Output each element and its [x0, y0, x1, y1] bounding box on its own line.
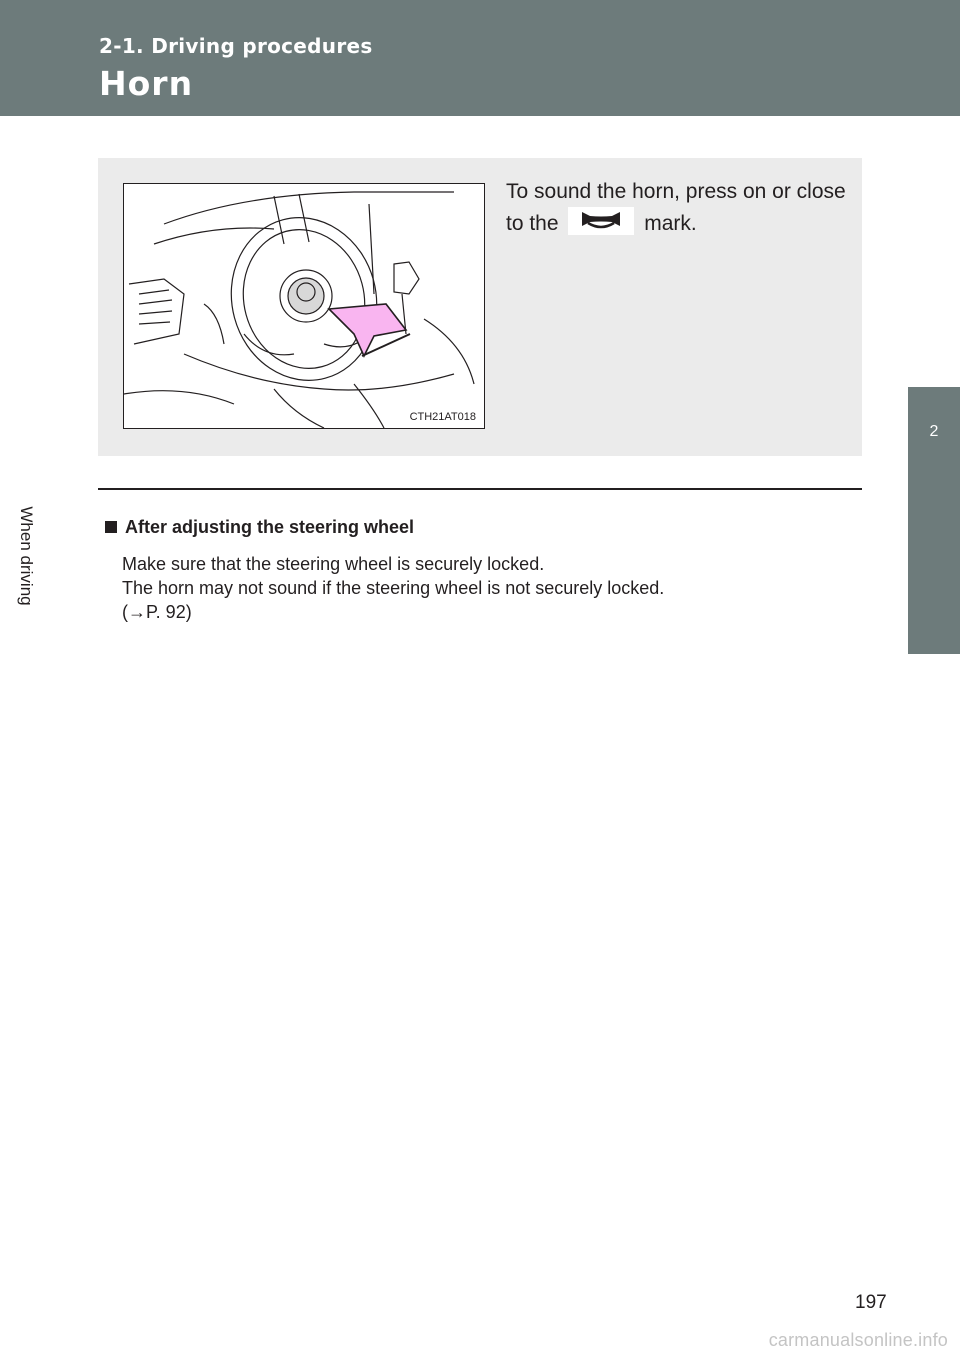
instruction-text-before: To sound the horn, press on or close to the: [506, 180, 846, 235]
note-body: [122, 552, 842, 624]
vent-slats: [139, 290, 172, 324]
figure-code: CTH21AT018: [409, 411, 476, 423]
horn-icon: [568, 207, 634, 235]
note-heading: [105, 517, 414, 538]
chapter-side-tab[interactable]: [908, 387, 960, 654]
hand-line: [204, 304, 224, 344]
instruction-text-after: mark.: [644, 212, 697, 235]
dashboard-line: [154, 228, 274, 244]
page-reference-link[interactable]: (→P. 92): [122, 602, 192, 622]
seat-lines: [274, 384, 384, 428]
press-arrow-icon: [329, 304, 406, 356]
steering-wheel-drawing: [124, 184, 484, 428]
section-label: 2-1. Driving procedures: [99, 34, 373, 58]
horn-instruction: [506, 176, 846, 240]
gear-knob: [394, 262, 419, 294]
chapter-number: 2: [929, 423, 939, 440]
chapter-number-tab: [908, 387, 960, 457]
floor-line: [124, 391, 234, 404]
shifter-lines: [402, 294, 474, 384]
page-header: [0, 0, 960, 116]
horn-info-box: [98, 158, 862, 456]
footer-watermark-url: carmanualsonline.info: [768, 1330, 948, 1350]
page-title: Horn: [99, 64, 194, 103]
console-line: [184, 354, 454, 390]
note-line: The horn may not sound if the steering wheel is not securely locked.: [122, 578, 665, 598]
dash-panel-lines: [274, 194, 374, 294]
dashboard-top-line: [164, 192, 454, 224]
note-heading-text: After adjusting the steering wheel: [125, 517, 415, 537]
left-vent: [129, 279, 184, 344]
note-line: Make sure that the steering wheel is securely locked.: [122, 554, 545, 574]
steering-wheel-illustration: [123, 183, 485, 429]
section-divider: [98, 488, 862, 490]
bullet-square-icon: [105, 521, 117, 533]
page-number: 197: [855, 1292, 887, 1313]
chapter-title: When driving: [17, 506, 36, 606]
